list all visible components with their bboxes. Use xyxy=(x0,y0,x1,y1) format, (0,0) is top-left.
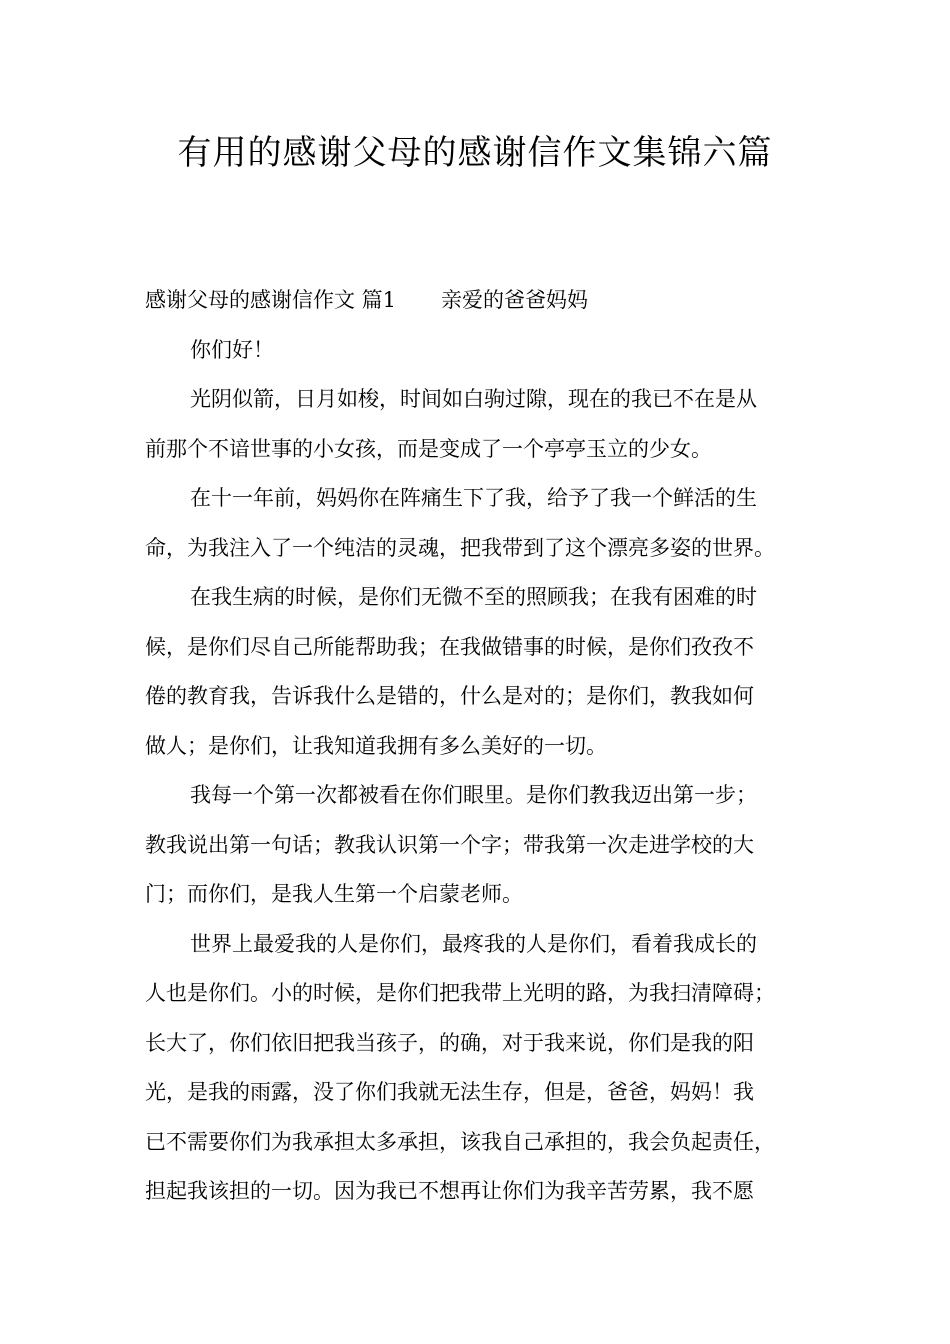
paragraph-line: 门；而你们，是我人生第一个启蒙老师。 xyxy=(145,882,523,906)
paragraph-line: 做人；是你们，让我知道我拥有多么美好的一切。 xyxy=(145,733,607,758)
paragraph-line: 教我说出第一句话；教我认识第一个字；带我第一次走进学校的大 xyxy=(145,832,754,857)
paragraph-line: 在十一年前，妈妈你在阵痛生下了我，给予了我一个鲜活的生 xyxy=(190,486,757,510)
paragraph-line: 光，是我的雨露，没了你们我就无法生存，但是，爸爸，妈妈！我 xyxy=(145,1080,754,1104)
letter-body xyxy=(145,276,809,1217)
document-title: 有用的感谢父母的感谢信作文集锦六篇 xyxy=(177,133,773,173)
paragraph-line: 前那个不谙世事的小女孩，而是变成了一个亭亭玉立的少女。 xyxy=(145,436,712,461)
section-heading: 感谢父母的感谢信作文 篇1 xyxy=(145,288,397,312)
heading-spacer xyxy=(396,276,441,326)
greeting-line: 你们好！ xyxy=(190,337,274,362)
paragraph-line: 长大了，你们依旧把我当孩子，的确，对于我来说，你们是我的阳 xyxy=(145,1030,754,1055)
section-heading-line xyxy=(145,276,809,326)
paragraph-line: 人也是你们。小的时候，是你们把我带上光明的路，为我扫清障碍； xyxy=(145,981,775,1005)
paragraph-line: 世界上最爱我的人是你们，最疼我的人是你们，看着我成长的 xyxy=(190,931,757,956)
paragraph-line: 在我生病的时候，是你们无微不至的照顾我；在我有困难的时 xyxy=(190,585,757,609)
paragraph-line: 光阴似箭，日月如梭，时间如白驹过隙，现在的我已不在是从 xyxy=(190,387,757,411)
paragraph-line: 担起我该担的一切。因为我已不想再让你们为我辛苦劳累，我不愿 xyxy=(145,1179,754,1203)
paragraph-line: 倦的教育我，告诉我什么是错的，什么是对的；是你们，教我如何 xyxy=(145,684,754,708)
salutation: 亲爱的爸爸妈妈 xyxy=(441,288,589,312)
paragraph-line: 我每一个第一次都被看在你们眼里。是你们教我迈出第一步； xyxy=(190,783,757,807)
paragraph-line: 候，是你们尽自己所能帮助我；在我做错事的时候，是你们孜孜不 xyxy=(145,634,754,659)
paragraph-line: 命，为我注入了一个纯洁的灵魂，把我带到了这个漂亮多姿的世界。 xyxy=(145,535,775,560)
paragraph-line: 已不需要你们为我承担太多承担，该我自己承担的，我会负起责任， xyxy=(145,1129,775,1154)
